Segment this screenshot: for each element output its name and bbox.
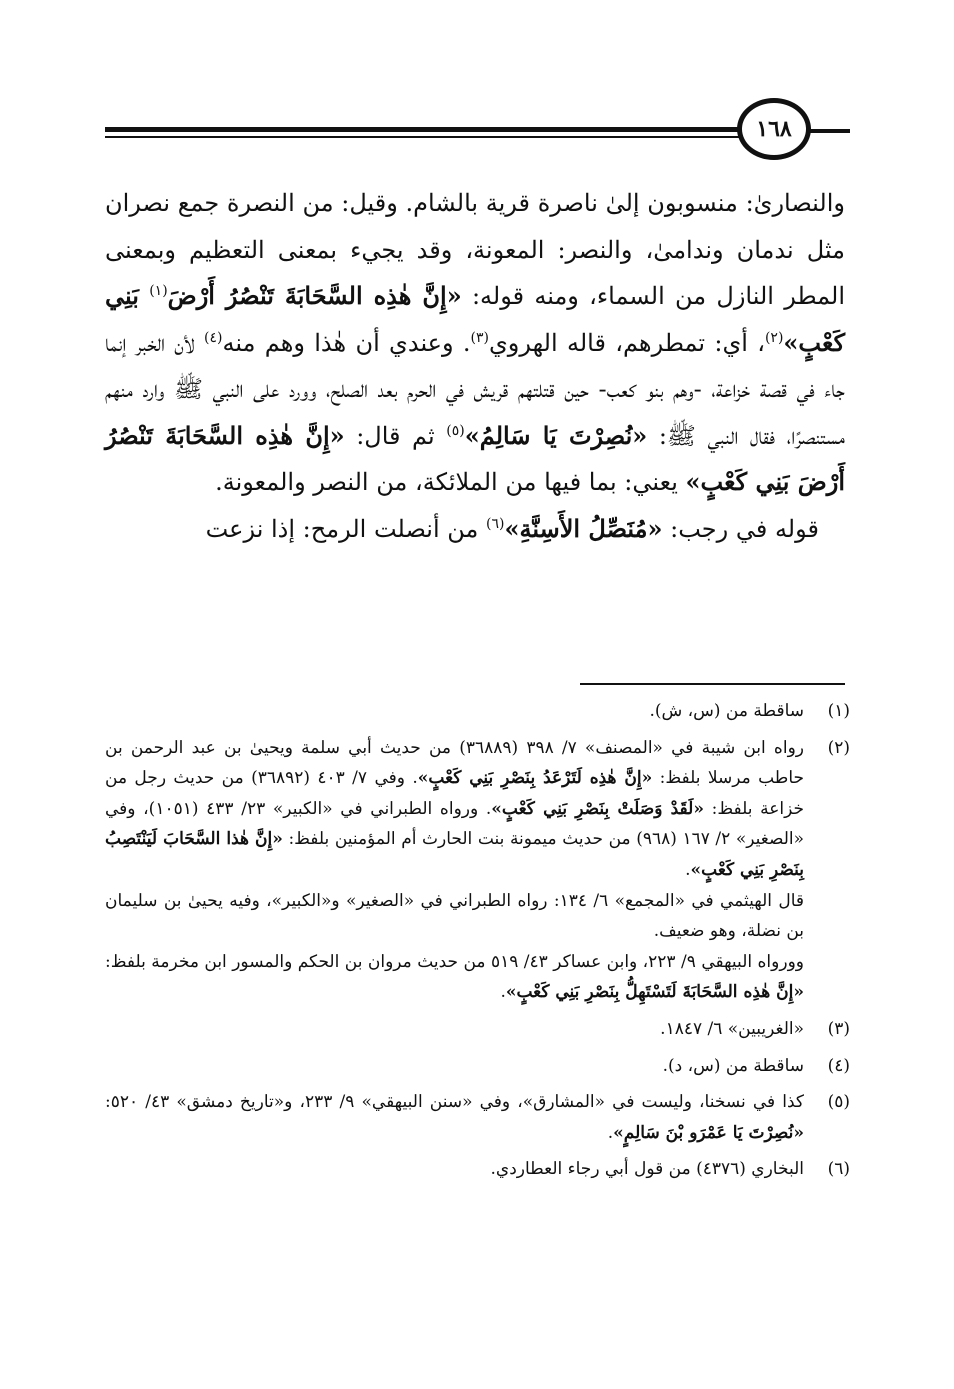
footnote-ref: (١) — [149, 283, 168, 299]
footnote-paragraph — [105, 947, 804, 1008]
hadith-quote: «إِنَّ هٰذِه السَّحَابَةَ لَتَسْتَهِلُّ بِنَصْرِ بَنِي كَعْبٍ» — [505, 982, 804, 1003]
text-run: قوله في رجب: — [662, 514, 819, 543]
hadith-quote: «إِنَّ هٰذا السَّحَابَ لَيَنْتَصِبُ بِنَصْرِ بَنِي كَعْبٍ» — [105, 829, 804, 880]
text-run: «الغريبين» ٦/ ١٨٤٧. — [660, 1018, 804, 1039]
page-number: ١٦٨ — [737, 98, 811, 160]
footnote — [105, 733, 850, 1008]
header-rule-right — [805, 129, 850, 133]
text-run: رواه ابن شيبة في «المصنف» ٧/ ٣٩٨ (٣٦٨٨٩) من حديث أبي سلمة ويحيىٰ بن عبد الرحمن بن حاطب مرسلا بلفظ: — [105, 737, 805, 789]
footnote-paragraph — [105, 1014, 804, 1045]
footnote-paragraph — [105, 1087, 804, 1148]
text-run: وورواه البيهقي ٩/ ٢٢٣، وابن عساكر ٤٣/ ٥١٩ من حديث مروان بن الحكم والمسور ابن مخرمة بلفظ: — [105, 951, 804, 972]
footnote-number: (٦) — [827, 1159, 850, 1180]
footnote-paragraph — [105, 733, 804, 886]
footnote-text — [105, 1154, 804, 1185]
footnote-paragraph — [105, 696, 804, 727]
text-run: . وفي ٧/ ٤٠٣ (٣٦٨٩٢) من حديث رجل من خزاعة بلفظ: — [105, 768, 804, 819]
text-run: . — [685, 859, 691, 880]
text-run: قال الهيثمي في «المجمع» ٦/ ١٣٤: رواه الطبراني في «الصغير» و«الكبير»، وفيه يحيىٰ بن سليمان بن نضلة، وهو ضعيف. — [105, 890, 805, 942]
hadith-quote: «نُصِرْتَ يَا سَالِمُ» — [464, 420, 648, 450]
text-run: كذا في نسخنا، وليست في «المشارق»، وفي «سنن البيهقي» ٩/ ٢٣٣، و«تاريخ دمشق» ٤٣/ ٥٢٠: — [105, 1092, 805, 1113]
text-run: . وعندي أن هٰذا وهم منه — [222, 328, 471, 357]
footnote-text — [105, 1051, 804, 1082]
text-run: ساقطة من (س، د). — [662, 1055, 804, 1076]
footnote-ref: (٥) — [446, 422, 465, 439]
footnote-separator — [580, 683, 845, 685]
text-run: ، أي: تمطرهم، قاله الهروي — [489, 328, 765, 357]
footnote-number: (٢) — [827, 737, 850, 758]
main-text — [105, 180, 845, 552]
text-run: . — [607, 1122, 614, 1143]
header-rule-thin — [105, 136, 745, 138]
hadith-quote: «مُنَصِّلُ الأَسِنَّةِ» — [504, 513, 663, 543]
footnote — [105, 1051, 850, 1082]
footnote-text — [105, 1014, 804, 1045]
footnote — [105, 696, 850, 727]
text-run: . ورواه الطبراني في «الكبير» ٢٣/ ٤٣٣ (١٠٥١)، وفي «الصغير» ٢/ ١٦٧ (٩٦٨) من حديث ميمونة بنت الحارث أم المؤمنين بلفظ: — [105, 798, 805, 850]
text-run: . — [500, 982, 506, 1003]
footnote-ref: (٦) — [486, 515, 505, 532]
footnote — [105, 1087, 850, 1148]
footnote-ref: (٢) — [764, 329, 784, 346]
footnotes — [105, 696, 850, 1191]
footnote-text — [105, 696, 804, 727]
main-paragraph — [105, 180, 845, 506]
footnote-number: (١) — [827, 701, 850, 721]
hadith-quote: «إِنَّ هٰذِه السَّحَابَةَ تَنْصُرُ أَرْضَ — [167, 281, 462, 310]
footnote-ref: (٣) — [470, 329, 489, 346]
text-run: لأن الخبر إنما جاء في قصة خزاعة، -وهم بنو كعب- حين قتلتهم قريش في الحرم بعد الصلح، وورد على النبي ﷺ وارد منهم مستنصرًا، فقال النبي ﷺ: — [105, 328, 846, 450]
footnote-text — [105, 733, 804, 1008]
footnote-paragraph — [105, 886, 804, 947]
hadith-quote: «نُصِرْتَ يَا عَمْرَو بْنَ سَالِمٍ» — [613, 1122, 804, 1143]
text-run: والنصارىٰ: منسوبون إلىٰ ناصرة قرية بالشام. وقيل: من النصرة جمع نصران مثل ندمان وندامىٰ، والنصر: المعونة، وقد يجيء بمعنى التعظيم وبمعنى المطر النازل من السماء، ومنه قوله: — [105, 189, 845, 310]
hadith-quote: «إِنَّ هٰذِه لَتَرْعَدُ بِنَصْرِ بَنِي كَعْبٍ» — [417, 768, 653, 789]
footnote-number: (٥) — [827, 1092, 850, 1113]
text-run: ثم قال: — [344, 421, 447, 450]
main-paragraph — [105, 506, 845, 553]
text-run — [139, 282, 149, 310]
page-header — [105, 98, 850, 170]
hadith-quote: بَنِي كَعْبٍ» — [105, 281, 845, 357]
footnote-text — [105, 1087, 804, 1148]
hadith-quote: «لَقَدْ وَصَلَتْ بِنَصْرِ بَنِي كَعْبٍ» — [491, 798, 704, 819]
footnote — [105, 1014, 850, 1045]
footnote-ref: (٤) — [204, 329, 223, 346]
text-run: ساقطة من (س، ش). — [649, 701, 804, 721]
footnote-paragraph — [105, 1154, 804, 1185]
footnote-paragraph — [105, 1051, 804, 1082]
text-run: يعني: بما فيها من الملائكة، من النصر والمعونة. — [215, 468, 686, 496]
footnote — [105, 1154, 850, 1185]
text-run: البخاري (٤٣٧٦) من قول أبي رجاء العطاردي. — [490, 1159, 804, 1180]
header-rule-thick — [105, 127, 745, 132]
footnote-number: (٤) — [827, 1055, 850, 1076]
footnote-number: (٣) — [827, 1018, 850, 1039]
hadith-quote: «إِنَّ هٰذِه السَّحَابَةَ تَنْصُرُ أَرْضَ بَنِي كَعْبٍ» — [105, 420, 845, 496]
text-run: من أنصلت الرمح: إذا نزعت — [205, 514, 487, 543]
